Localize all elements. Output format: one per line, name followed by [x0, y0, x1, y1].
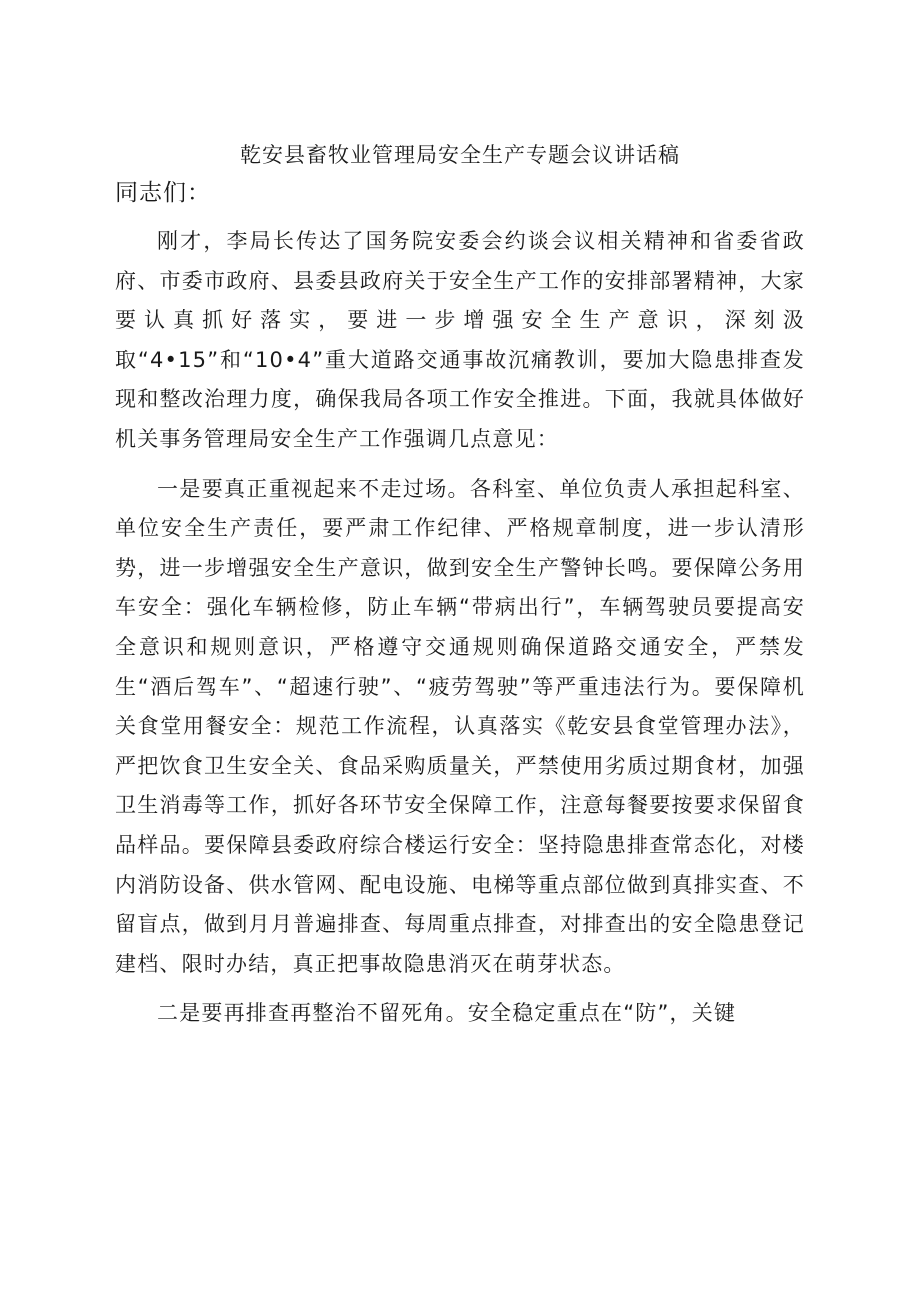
- paragraph-point-two: 二是要再排查再整治不留死角。安全稳定重点在“防”，关键: [157, 1001, 737, 1026]
- paragraph-point-one: 一是要真正重视起来不走过场。各科室、单位负责人承担起科室、单位安全生产责任，要严肃工作纪律、严格规章制度，进一步认清形势，进一步增强安全生产意识，做到安全生产警钟长鸣。要保障公务用车安全：强化车辆检修，防止车辆“带病出行”，车辆驾驶员要提高安全意识和规则意识，严格遵守交通规则确保道路交通安全，严禁发生“酒后驾车”、“超速行驶”、“疲劳驾驶”等严重违法行为。要保障机关食堂用餐安全：规范工作流程，认真落实《乾安县食堂管理办法》，严把饮食卫生安全关、食品采购质量关，严禁使用劣质过期食材，加强卫生消毒等工作，抓好各环节安全保障工作，注意每餐要按要求保留食品样品。要保障县委政府综合楼运行安全：坚持隐患排查常态化，对楼内消防设备、供水管网、配电设施、电梯等重点部位做到真排实查、不留盲点，做到月月普遍排查、每周重点排查，对排查出的安全隐患登记建档、限时办结，真正把事故隐患消灭在萌芽状态。: [115, 476, 805, 976]
- document-title: 乾安县畜牧业管理局安全生产专题会议讲话稿: [240, 143, 680, 167]
- salutation: 同志们：: [115, 180, 211, 206]
- document-body: [115, 222, 805, 1034]
- paragraph-intro: 刚才，李局长传达了国务院安委会约谈会议相关精神和省委省政府、市委市政府、县委县政府关于安全生产工作的安排部署精神，大家要认真抓好落实，要进一步增强安全生产意识，深刻汲取“4•15”和“10•4”重大道路交通事故沉痛教训，要加大隐患排查发现和整改治理力度，确保我局各项工作安全推进。下面，我就具体做好机关事务管理局安全生产工作强调几点意见：: [115, 229, 805, 451]
